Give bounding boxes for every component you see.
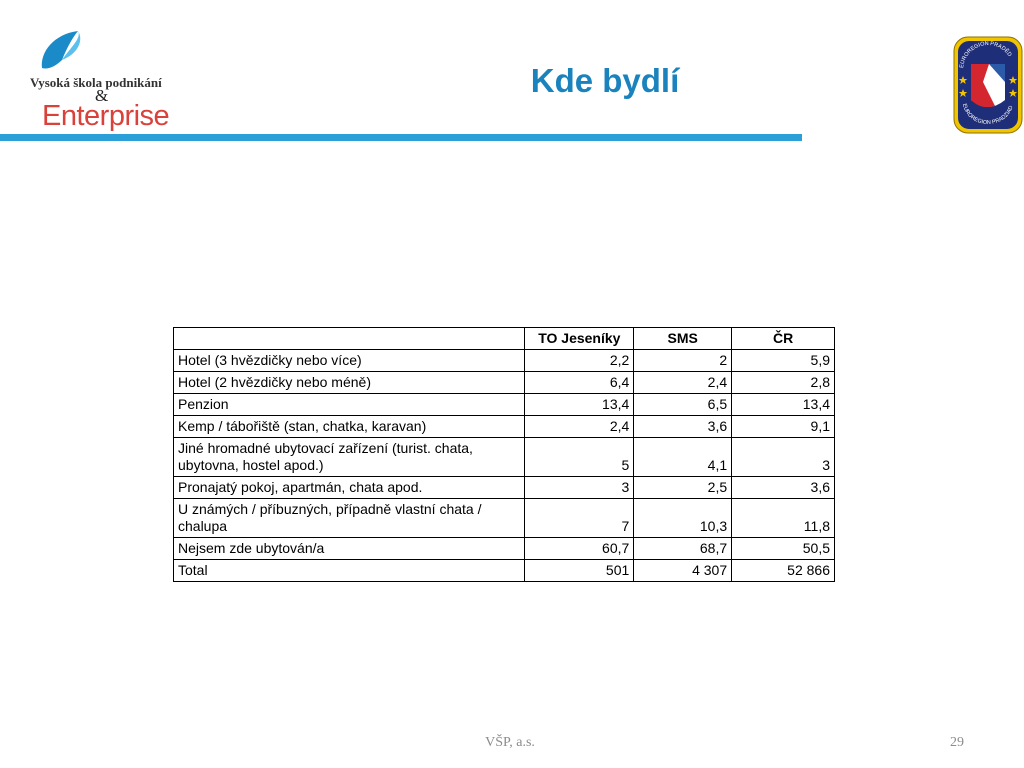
school-logo	[28, 30, 178, 130]
table-header-sms: SMS	[634, 328, 732, 350]
table-row	[174, 438, 835, 477]
table-cell: 3	[732, 438, 835, 477]
table-row	[174, 372, 835, 394]
table-cell: 2,2	[525, 350, 634, 372]
table-cell-label: Hotel (3 hvězdičky nebo více)	[174, 350, 525, 372]
table-cell: 52 866	[732, 560, 835, 582]
table-cell: 60,7	[525, 538, 634, 560]
table-cell: 2,4	[525, 416, 634, 438]
table-cell: 2,4	[634, 372, 732, 394]
table-cell: 13,4	[525, 394, 634, 416]
table-cell: 68,7	[634, 538, 732, 560]
table-cell: 9,1	[732, 416, 835, 438]
table-row	[174, 538, 835, 560]
table-cell: 3,6	[634, 416, 732, 438]
table-cell: 50,5	[732, 538, 835, 560]
table-cell-label: Nejsem zde ubytován/a	[174, 538, 525, 560]
school-name: Vysoká škola podnikání	[30, 75, 162, 90]
enterprise-wordmark: Enterprise	[42, 100, 170, 132]
table-cell: 2	[634, 350, 732, 372]
table-row	[174, 350, 835, 372]
euroregion-emblem-icon	[953, 36, 1023, 134]
table-cell-label: Pronajatý pokoj, apartmán, chata apod.	[174, 477, 525, 499]
emblem-bottom-text: EUROREGION PRADZIAD	[961, 103, 1015, 127]
table-row-total	[174, 560, 835, 582]
table-row	[174, 477, 835, 499]
table-cell: 10,3	[634, 499, 732, 538]
table-cell-label: Hotel (2 hvězdičky nebo méně)	[174, 372, 525, 394]
table-header-blank	[174, 328, 525, 350]
table-header-cr: ČR	[732, 328, 835, 350]
footer-organization: VŠP, a.s.	[485, 735, 535, 750]
table-cell-label: U známých / příbuzných, případně vlastní chata / chalupa	[174, 499, 525, 538]
table-cell: 2,8	[732, 372, 835, 394]
table-header-row	[174, 328, 835, 350]
table-row	[174, 416, 835, 438]
table-cell: 5,9	[732, 350, 835, 372]
table-cell: 4 307	[634, 560, 732, 582]
table-cell-label: Jiné hromadné ubytovací zařízení (turist. chata, ubytovna, hostel apod.)	[174, 438, 525, 477]
table-cell: 3,6	[732, 477, 835, 499]
table-cell: 501	[525, 560, 634, 582]
ampersand: &	[95, 86, 109, 105]
table-cell-label: Penzion	[174, 394, 525, 416]
table-cell: 6,5	[634, 394, 732, 416]
swoosh-logo-icon	[32, 30, 112, 72]
table-cell: 3	[525, 477, 634, 499]
table-cell: 13,4	[732, 394, 835, 416]
page-number: 29	[950, 735, 964, 750]
accommodation-table	[173, 327, 835, 582]
table-cell-label: Total	[174, 560, 525, 582]
table-row	[174, 394, 835, 416]
table-cell: 5	[525, 438, 634, 477]
table-cell: 2,5	[634, 477, 732, 499]
page-title: Kde bydlí	[530, 62, 680, 99]
table-cell: 4,1	[634, 438, 732, 477]
table-cell: 7	[525, 499, 634, 538]
title-divider	[0, 134, 802, 141]
emblem-top-text: EUROREGION PRADĚD	[959, 40, 1013, 69]
table-cell: 6,4	[525, 372, 634, 394]
table-cell: 11,8	[732, 499, 835, 538]
table-header-to-jeseniky: TO Jeseníky	[525, 328, 634, 350]
table-cell-label: Kemp / tábořiště (stan, chatka, karavan)	[174, 416, 525, 438]
table-row	[174, 499, 835, 538]
